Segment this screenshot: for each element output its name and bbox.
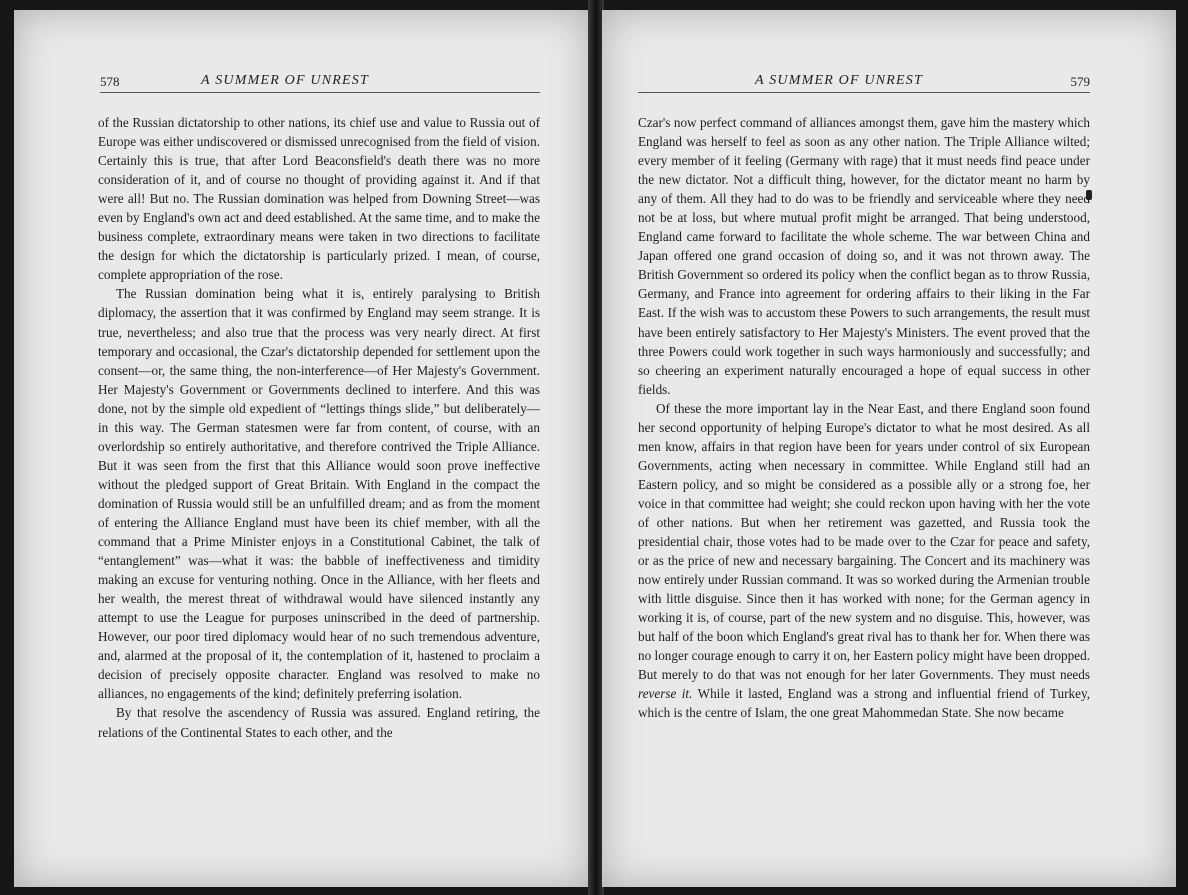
- left-running-head: A SUMMER OF UNREST: [201, 73, 369, 88]
- left-page: [14, 10, 590, 887]
- right-paragraph-1: Czar's now perfect command of alliances amongst them, gave him the mastery which England was herself to feel as soon as any other nation. The Triple Alliance wilted; every member of it feeling (Germany with rage) that it must needs find peace under the new dictator. Not a difficult thing, however, for the dictator meant no harm by any of them. All they had to do was to be friendly and serviceable where they need not be at loss, but where mutual profit might be arranged. That being understood, England came forward to facilitate the whole scheme. The war between China and Japan offered one grand occasion of doing so, and it was not thrown away. The British Government so ordered its policy when the conflict began as to throw Russia, Germany, and France into agreement for ordering affairs to their liking in the Far East. If the wish was to accustom these Powers to such arrangements, the result must have been entirely satisfactory to Her Majesty's Ministers. The event proved that the three Powers could work together in such ways harmoniously and successfully; and so cheering an experiment naturally encouraged a hope of equal success in other fields.: [638, 115, 1090, 397]
- left-running-header: [100, 72, 540, 93]
- left-paragraph-1: of the Russian dictatorship to other nations, its chief use and value to Russia out of Europe was either undiscovered or dismissed unrecognised from the field of vision. Certainly this is true, that after Lord Beaconsfield's death there was no more consideration of it, and of course no thought of providing against it. And if that were all! But no. The Russian domination was helped from Downing Street—was even by England's own act and deed established. At the same time, and to make the business complete, extraordinary means were taken in two directions to facilitate the design for which the dictatorship is particularly prized. I mean, of course, complete appropriation of the rose.: [98, 115, 540, 283]
- left-paragraph-2: The Russian domination being what it is, entirely paralysing to British diplomacy, the assertion that it was confirmed by England may seem strange. It is true, nevertheless; and also true that the process was very nearly direct. At first temporary and occasional, the Czar's dictatorship depended for settlement upon the consent—or, the same thing, the non-interference—of Her Majesty's Government. Her Majesty's Government or Governments declined to interfere. And this was done, not by the simple old expedient of “lettings things slide,” but deliberately—in this way. The German statesmen were far from content, of course, with an overlordship so entirely authoritative, and therefore contrived the Triple Alliance. But it was seen from the first that this Alliance would soon prove ineffective without the pledged support of Great Britain. With England in the compact the domination of Russia would still be an unfulfilled dream; and as from the moment of entering the Alliance England must have been its chief member, with all the command that a Prime Minister enjoys in a Constitutional Cabinet, the talk of “entanglement” was—what it was: the babble of ineffectiveness and timidity making an excuse for venturing nothing. Once in the Alliance, with her fleets and her wealth, the merest threat of withdrawal would have silenced instantly any attempt to use the League for purposes uninscribed in the deed of partnership. However, our poor tired diplomacy would hear of no such tremendous adventure, and, alarmed at the proposal of it, the contemplation of it, hastened to proclaim a decision of precisely opposite character. England was resolved to make no alliances, no engagements of the kind; definitely preferring isolation.: [98, 286, 540, 702]
- italic-phrase: reverse it.: [638, 686, 693, 702]
- right-page-number: 579: [1070, 74, 1090, 89]
- right-paragraph-2-text: Of these the more important lay in the Near East, and there England soon found her second opportunity of helping Europe's dictator to what he most desired. As all men know, affairs in that region have been for years under control of six European Governments, acting when necessary in committee. While England still had an Eastern policy, and so might be considered as a possible ally or a strong foe, her voice in that committee had weight; she could reckon upon having with her the vote of other nations. But when her retirement was gazetted, and Russia took the presidential chair, those votes had to be made over to the Czar for peace and safety, or as the price of new and necessary bargaining. The Concert and its machinery was now entirely under Russian command. It was so worked during the Armenian trouble with little disguise. Since then it has worked with none; for the German agency in working it is, of course, part of the new system and no disguise. This, however, was but half of the boon which England's great rival has to thank her for. When there was no longer courage enough to carry it on, her Eastern policy might have been dropped. But merely to do that was not enough for her later Governments. They must needs: [638, 400, 1090, 683]
- right-page-text: [638, 113, 1090, 723]
- right-paragraph-2: [638, 399, 1090, 723]
- right-running-head: A SUMMER OF UNREST: [755, 73, 923, 88]
- right-running-header: [638, 72, 1090, 93]
- left-paragraph-3: By that resolve the ascendency of Russia was assured. England retiring, the relations of the Continental States to each other, and the: [98, 705, 540, 740]
- left-page-text: [98, 113, 540, 742]
- left-page-number: 578: [100, 74, 120, 89]
- right-page: [602, 10, 1176, 887]
- right-paragraph-2-tail: While it lasted, England was a strong and influential friend of Turkey, which is the centre of Islam, the one great Mahommedan State. She now became: [638, 686, 1090, 721]
